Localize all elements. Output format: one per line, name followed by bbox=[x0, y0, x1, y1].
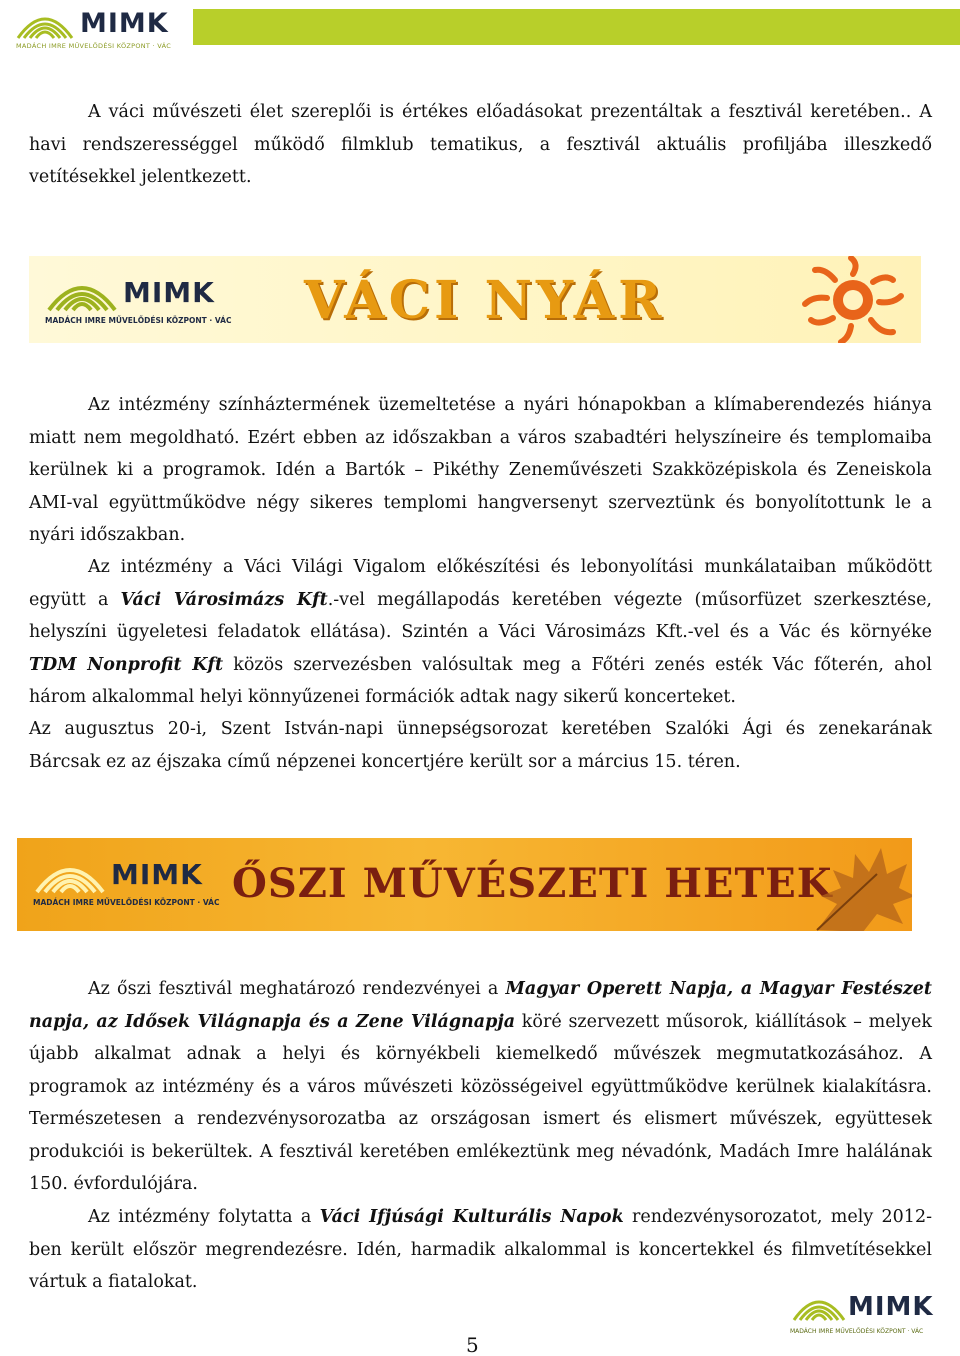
mimk-logo bbox=[33, 852, 243, 912]
event-names-bold: napja, az Idősek Világnapja és a Zene Világnapja bbox=[29, 1011, 516, 1032]
text-line: miatt nem megoldható. Ezért ebben az időszakban a város szabadtéri helyszíneire és templomaiba bbox=[29, 427, 932, 448]
autumn-festival-banner bbox=[17, 838, 912, 931]
text-line: nyári időszakban. bbox=[29, 525, 186, 545]
text-line: produkciói is bekerültek. A fesztivál keretében emlékeztünk meg névadónk, Madách Imre halálának bbox=[29, 1141, 932, 1162]
mimk-arc-icon bbox=[45, 270, 119, 314]
summer-paragraph-2 bbox=[29, 551, 932, 714]
text-line bbox=[29, 973, 932, 1006]
intro-paragraph bbox=[29, 96, 932, 194]
autumn-paragraph-2 bbox=[29, 1201, 932, 1299]
event-names-bold: Váci Ifjúsági Kulturális Napok bbox=[319, 1207, 624, 1227]
logo-text: MIMK bbox=[848, 1292, 934, 1322]
text-line: ben került először megrendezésre. Idén, harmadik alkalommal is koncertekkel és filmvetítésekkel bbox=[29, 1239, 932, 1260]
text-run: Az intézmény folytatta a bbox=[88, 1207, 320, 1227]
company-name-bold: Váci Városimázs Kft bbox=[120, 589, 328, 610]
text-line: kerülnek ki a programok. Idén a Bartók – Pikéthy Zeneművészeti Szakközépiskola és Zeneiskola bbox=[29, 460, 932, 480]
text-run: együtt a bbox=[29, 589, 121, 610]
text-line bbox=[29, 649, 932, 682]
text-line: havi rendszerességgel működő filmklub tematikus, a fesztivál aktuális profiljába illeszkedő bbox=[29, 134, 932, 155]
text-line: programok az intézmény és a város művészeti közösségeivel együttműködve kerülnek kialakításra. bbox=[29, 1076, 932, 1097]
text-line bbox=[29, 1006, 932, 1039]
text-line: vetítésekkel jelentkezett. bbox=[29, 167, 252, 187]
header-bar bbox=[193, 9, 960, 45]
logo-text: MIMK bbox=[123, 276, 215, 309]
text-run: köré szervezett műsorok, kiállítások – melyek bbox=[515, 1011, 932, 1032]
text-line: Az augusztus 20-i, Szent István-napi ünnepségsorozat keretében Szalóki Ági és zenekarának bbox=[29, 719, 932, 739]
text-run: Az őszi fesztivál meghatározó rendezvényei a bbox=[88, 979, 506, 999]
logo-subtitle: MADÁCH IMRE MŰVELŐDÉSI KÖZPONT · VÁC bbox=[790, 1328, 924, 1335]
mimk-logo bbox=[790, 1288, 950, 1338]
sun-icon bbox=[789, 256, 921, 343]
logo-subtitle: MADÁCH IMRE MŰVELŐDÉSI KÖZPONT · VÁC bbox=[45, 316, 232, 325]
mimk-arc-icon bbox=[14, 4, 76, 42]
text-line: vártuk a fiatalokat. bbox=[29, 1272, 198, 1292]
mimk-logo bbox=[14, 4, 174, 50]
text-line: A váci művészeti élet szereplői is értékes előadásokat prezentáltak a fesztivál keretében.. A bbox=[88, 102, 932, 122]
text-line: AMI-val együttműködve négy sikeres templomi hangversenyt szerveztünk és bonyolítottunk le a bbox=[29, 492, 932, 513]
mimk-logo bbox=[45, 270, 255, 330]
text-line: 150. évfordulójára. bbox=[29, 1174, 198, 1194]
autumn-paragraph-1 bbox=[29, 973, 932, 1201]
mimk-arc-icon bbox=[790, 1288, 848, 1324]
text-line: három alkalommal helyi könnyűzenei formációk adtak nagy sikerű koncerteket. bbox=[29, 687, 736, 707]
company-name-bold: TDM Nonprofit Kft bbox=[29, 654, 224, 675]
page-header bbox=[0, 0, 960, 52]
logo-text: MIMK bbox=[80, 8, 169, 39]
text-line: Bárcsak ez az éjszaka című népzenei koncertjére került sor a március 15. téren. bbox=[29, 751, 741, 772]
text-line: Az intézmény színháztermének üzemeltetése a nyári hónapokban a klímaberendezés hiánya bbox=[88, 395, 932, 415]
leaf-icon bbox=[807, 838, 912, 931]
summer-paragraph-3 bbox=[29, 713, 932, 778]
summer-paragraph-1 bbox=[29, 389, 932, 552]
text-line: helyszíni ügyeletesi feladatok ellátása). Szintén a Váci Városimázs Kft.-vel és a Vác és környéke bbox=[29, 622, 932, 642]
text-line: újabb alkalmat adnak a helyi és környékbeli kiemelkedő művészek megmutatkozásához. A bbox=[29, 1044, 932, 1064]
logo-text: MIMK bbox=[111, 858, 203, 891]
banner-title: ŐSZI MŰVÉSZETI HETEK bbox=[232, 860, 833, 907]
text-line: Természetesen a rendezvénysorozatba az országosan ismert és elismert művészek, együttesek bbox=[29, 1109, 932, 1129]
logo-subtitle: MADÁCH IMRE MŰVELŐDÉSI KÖZPONT · VÁC bbox=[33, 898, 220, 907]
mimk-arc-icon bbox=[33, 852, 107, 896]
event-names-bold: Magyar Operett Napja, a Magyar Festészet bbox=[505, 979, 932, 999]
logo-subtitle: MADÁCH IMRE MŰVELŐDÉSI KÖZPONT · VÁC bbox=[16, 42, 172, 50]
text-line bbox=[29, 1201, 932, 1234]
summer-festival-banner bbox=[29, 256, 921, 343]
text-line bbox=[29, 584, 932, 617]
text-run: közös szervezésben valósultak meg a Főtéri zenés esték Vác főterén, ahol bbox=[223, 654, 932, 675]
text-run: rendezvénysorozatot, mely 2012- bbox=[623, 1207, 932, 1227]
text-line: Az intézmény a Váci Világi Vigalom előkészítési és lebonyolítási munkálataiban működött bbox=[88, 557, 932, 577]
page-number: 5 bbox=[466, 1333, 479, 1356]
banner-title: VÁCI NYÁR bbox=[304, 270, 666, 331]
text-run: .-vel megállapodás keretében végezte (műsorfüzet szerkesztése, bbox=[327, 589, 932, 610]
